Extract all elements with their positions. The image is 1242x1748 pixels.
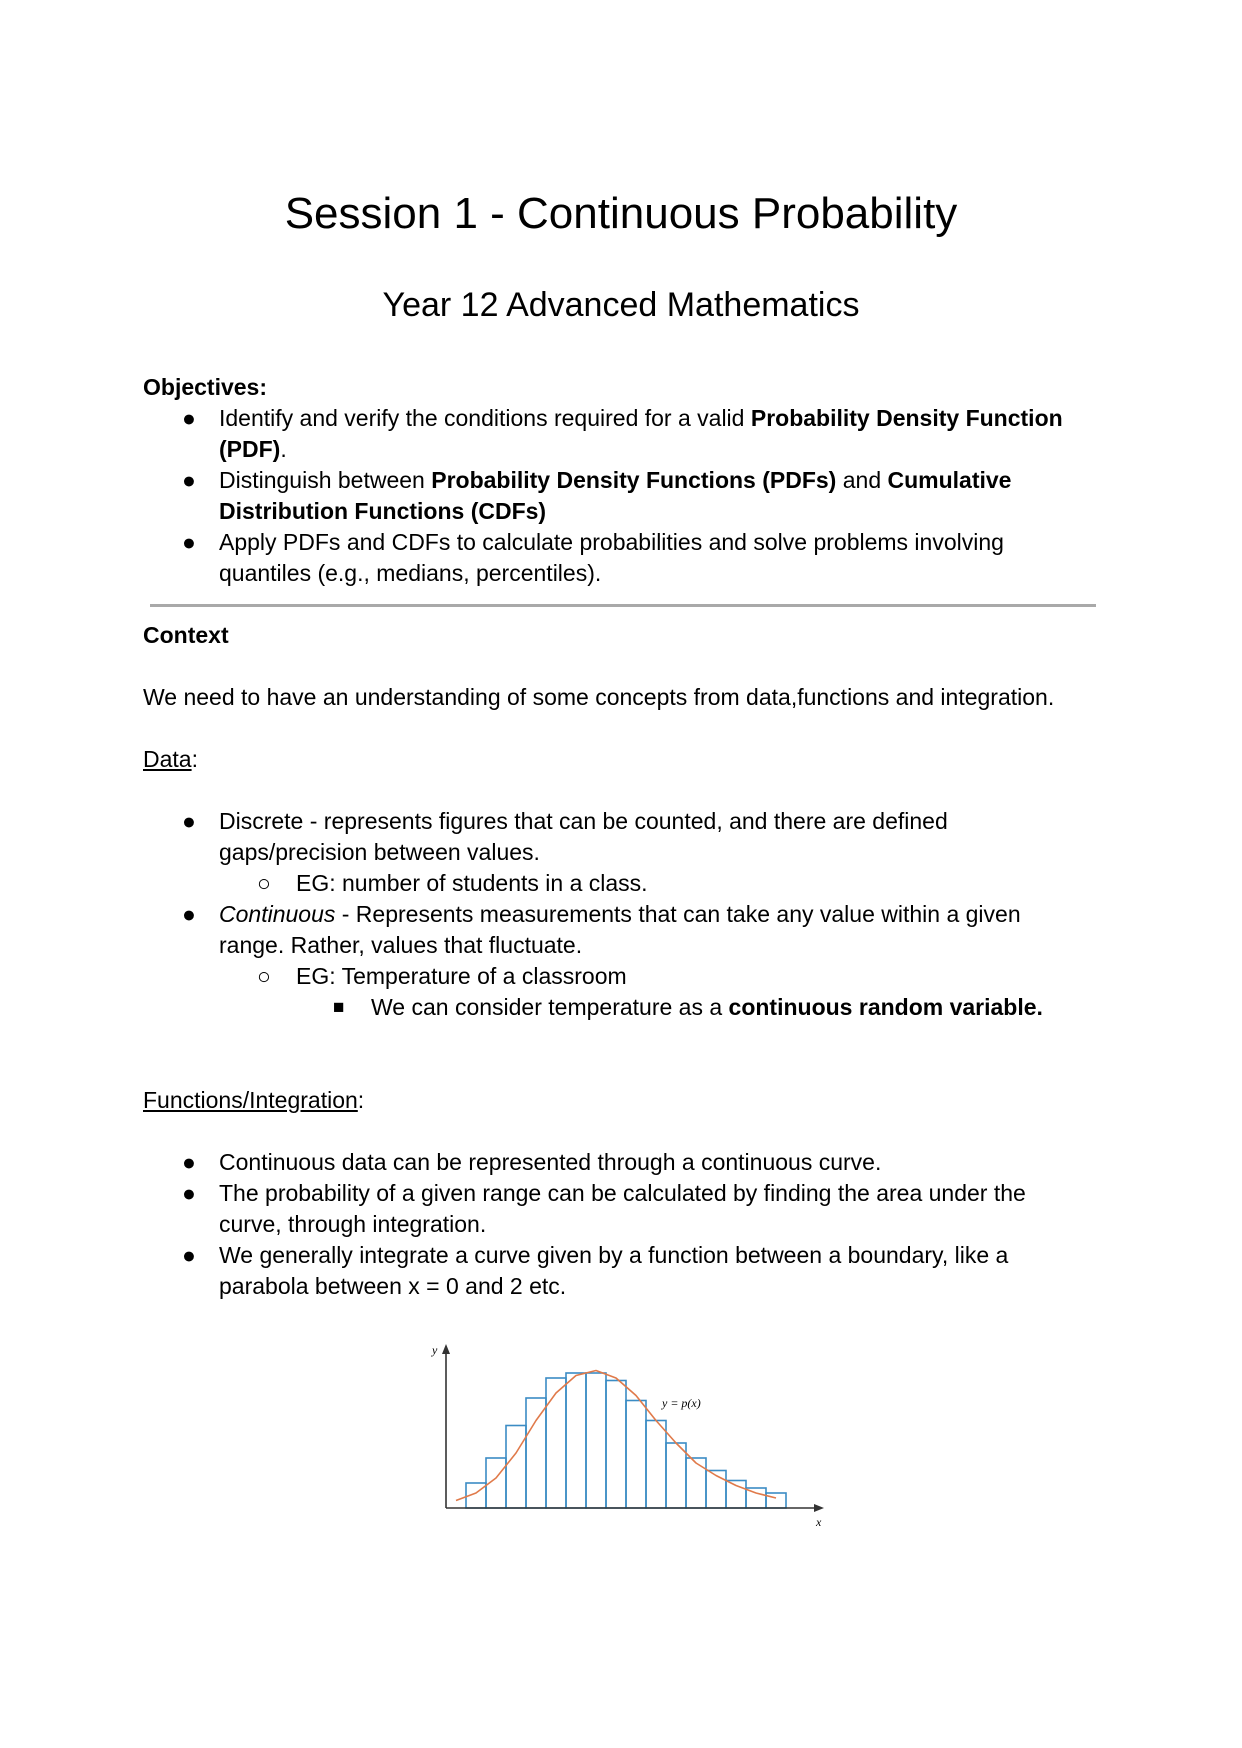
continuous-example: EG: Temperature of a classroom — [296, 963, 627, 989]
histogram-bar — [526, 1398, 546, 1508]
histogram-bar — [686, 1458, 706, 1508]
functions-heading: Functions/Integration: — [143, 1087, 365, 1113]
page-subtitle: Year 12 Advanced Mathematics — [382, 286, 860, 324]
curve-label: y = p(x) — [662, 1396, 701, 1410]
histogram-bar — [646, 1421, 666, 1509]
bullet-marker: ● — [182, 808, 196, 834]
histogram-bar — [566, 1373, 586, 1508]
functions-item-3: We generally integrate a curve given by a function between a boundary, like a parabola between x = 0 and 2 etc. — [219, 1242, 1009, 1299]
functions-item-2: The probability of a given range can be calculated by finding the area under the curve, through integration. — [219, 1180, 1026, 1237]
context-intro: We need to have an understanding of some concepts from data,functions and integration. — [143, 684, 1055, 710]
histogram-bar — [766, 1493, 786, 1508]
y-axis-arrow — [442, 1344, 450, 1354]
objective-item-3: Apply PDFs and CDFs to calculate probabilities and solve problems involving quantiles (e.g., medians, percentiles). — [219, 529, 1004, 586]
bullet-marker: ● — [182, 405, 196, 431]
histogram-bars — [466, 1373, 786, 1508]
data-heading: Data: — [143, 746, 198, 772]
bullet-marker: ● — [182, 467, 196, 493]
bullet-marker: ● — [182, 1149, 196, 1175]
discrete-example: EG: number of students in a class. — [296, 870, 648, 896]
y-axis-label: y — [432, 1343, 438, 1357]
data-item-continuous: Continuous - Represents measurements that can take any value within a given range. Rather, values that fluctuate. — [219, 901, 1021, 958]
histogram-bar — [586, 1373, 606, 1508]
continuous-sub-point: We can consider temperature as a continuous random variable. — [371, 994, 1043, 1020]
horizontal-divider — [150, 604, 1096, 607]
histogram-bar — [546, 1378, 566, 1508]
objective-item-2: Distinguish between Probability Density Functions (PDFs) and Cumulative Distribution Functions (CDFs) — [219, 467, 1012, 524]
histogram-bar — [666, 1443, 686, 1508]
circle-marker: ○ — [257, 870, 271, 896]
histogram-bar — [606, 1381, 626, 1509]
square-marker: ■ — [333, 997, 345, 1018]
objectives-heading: Objectives: — [143, 374, 267, 400]
data-item-discrete: Discrete - represents figures that can be counted, and there are defined gaps/precision between values. — [219, 808, 948, 865]
page-title: Session 1 - Continuous Probability — [284, 189, 958, 238]
density-curve — [456, 1371, 776, 1501]
histogram-bar — [626, 1401, 646, 1509]
bullet-marker: ● — [182, 901, 196, 927]
x-axis-arrow — [814, 1504, 824, 1512]
context-heading: Context — [143, 622, 229, 648]
bullet-marker: ● — [182, 529, 196, 555]
bullet-marker: ● — [182, 1242, 196, 1268]
histogram-chart — [420, 1330, 840, 1530]
histogram-bar — [506, 1426, 526, 1509]
bullet-marker: ● — [182, 1180, 196, 1206]
objective-item-1: Identify and verify the conditions required for a valid Probability Density Function (PDF). — [219, 405, 1063, 462]
functions-item-1: Continuous data can be represented through a continuous curve. — [219, 1149, 882, 1175]
circle-marker: ○ — [257, 963, 271, 989]
x-axis-label: x — [816, 1515, 822, 1529]
